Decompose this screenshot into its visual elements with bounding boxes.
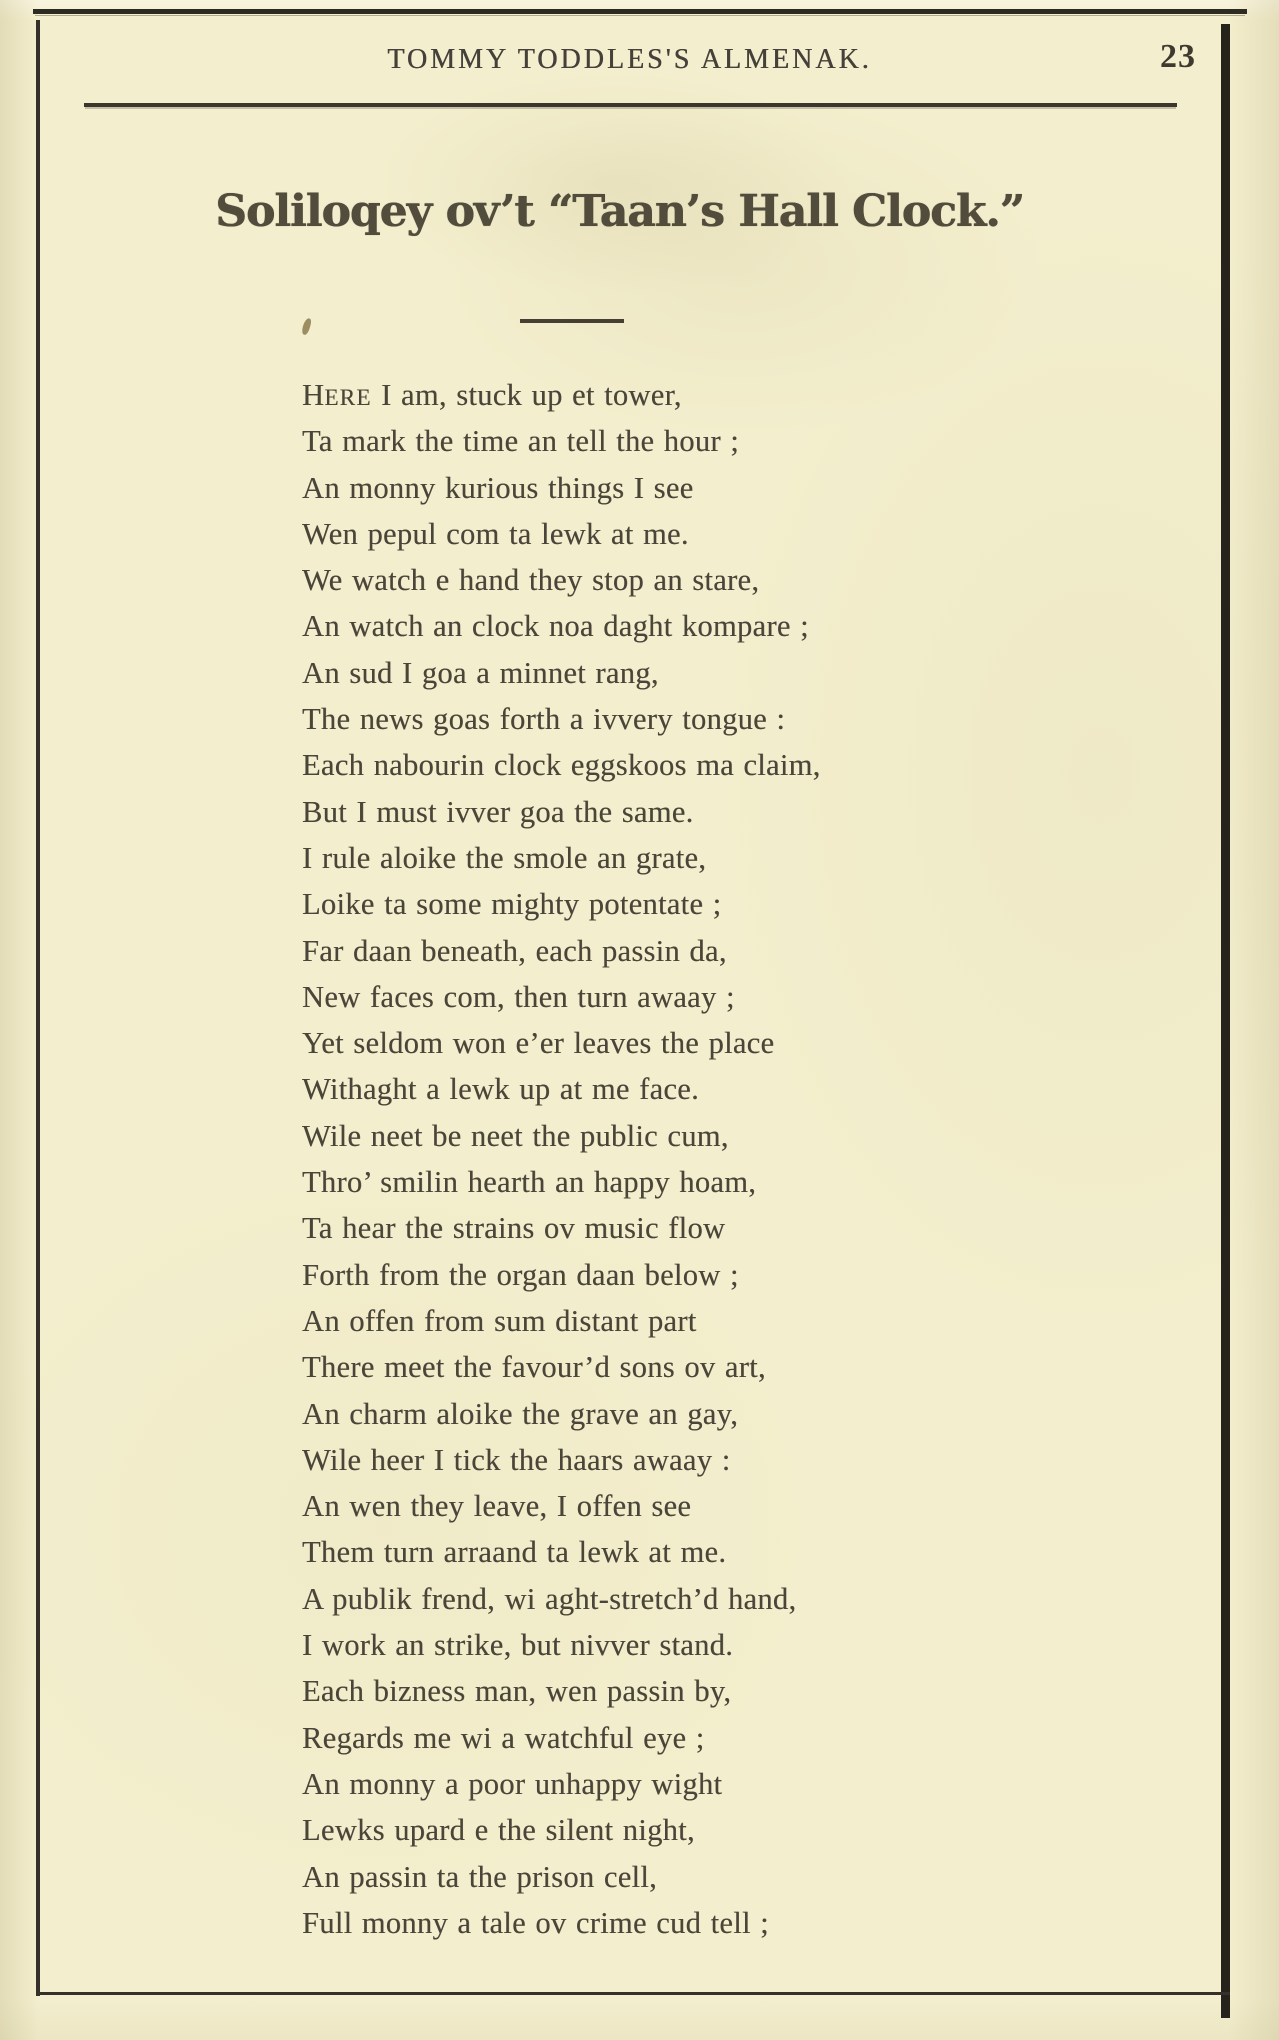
poem-line: Withaght a lewk up at me face. [302,1072,700,1107]
poem-line: Lewks upard e the silent night, [302,1813,695,1848]
poem-line: The news goas forth a ivvery tongue : [302,702,786,737]
poem [302,372,1042,1946]
poem-line: I rule aloike the smole an grate, [302,840,707,875]
poem-line: Regards me wi a watchful eye ; [302,1720,705,1755]
page-number: 23 [1160,38,1196,75]
poem-line: Ta mark the time an tell the hour ; [302,424,740,459]
header-rule [84,103,1177,107]
poem-line: New faces com, then turn awaay ; [302,979,735,1014]
bottom-border-rule [38,1992,1230,1995]
poem-line: But I must ivver goa the same. [302,794,694,829]
poem-line: A publik frend, wi aght-stretch’d hand, [302,1581,797,1616]
poem-line: Them turn arraand ta lewk at me. [302,1535,727,1570]
poem-line: An monny a poor unhappy wight [302,1766,723,1801]
poem-line: Wile neet be neet the public cum, [302,1118,729,1153]
poem-line: Yet seldom won e’er leaves the place [302,1026,775,1061]
poem-line: Full monny a tale ov crime cud tell ; [302,1905,769,1940]
poem-line: HERE I am, stuck up et tower, [302,378,682,412]
poem-line: Forth from the organ daan below ; [302,1257,739,1292]
running-header-title: TOMMY TODDLES'S ALMENAK. [387,44,872,75]
poem-line: Far daan beneath, each passin da, [302,933,727,968]
poem-line: Thro’ smilin hearth an happy hoam, [302,1165,757,1200]
right-border-line [1221,24,1230,2018]
poem-lead-word: HERE [302,378,372,412]
left-border-line [36,20,40,1996]
title-divider [520,319,624,323]
poem-line: An passin ta the prison cell, [302,1859,658,1894]
poem-line: Wile heer I tick the haars awaay : [302,1442,731,1477]
poem-line: Wen pepul com ta lewk at me. [302,516,689,551]
poem-line: An watch an clock noa daght kompare ; [302,609,809,644]
poem-title: Soliloqey ov’t “Taan’s Hall Clock.” [215,186,1024,237]
poem-line: We watch e hand they stop an stare, [302,563,760,598]
poem-line: Ta hear the strains ov music flow [302,1211,726,1246]
poem-line: Each bizness man, wen passin by, [302,1674,732,1709]
poem-line: Each nabourin clock eggskoos ma claim, [302,748,821,783]
poem-line: An wen they leave, I offen see [302,1489,692,1524]
poem-line: An charm aloike the grave an gay, [302,1396,739,1431]
poem-line: There meet the favour’d sons ov art, [302,1350,766,1385]
poem-line: An monny kurious things I see [302,470,694,505]
ink-speck [301,317,312,335]
running-header [40,44,1219,76]
poem-line: An offen from sum distant part [302,1303,697,1338]
poem-line: Loike ta some mighty potentate ; [302,887,722,922]
poem-line: I work an strike, but nivver stand. [302,1628,734,1663]
top-border-rule [33,9,1247,14]
poem-line: An sud I goa a minnet rang, [302,655,659,690]
